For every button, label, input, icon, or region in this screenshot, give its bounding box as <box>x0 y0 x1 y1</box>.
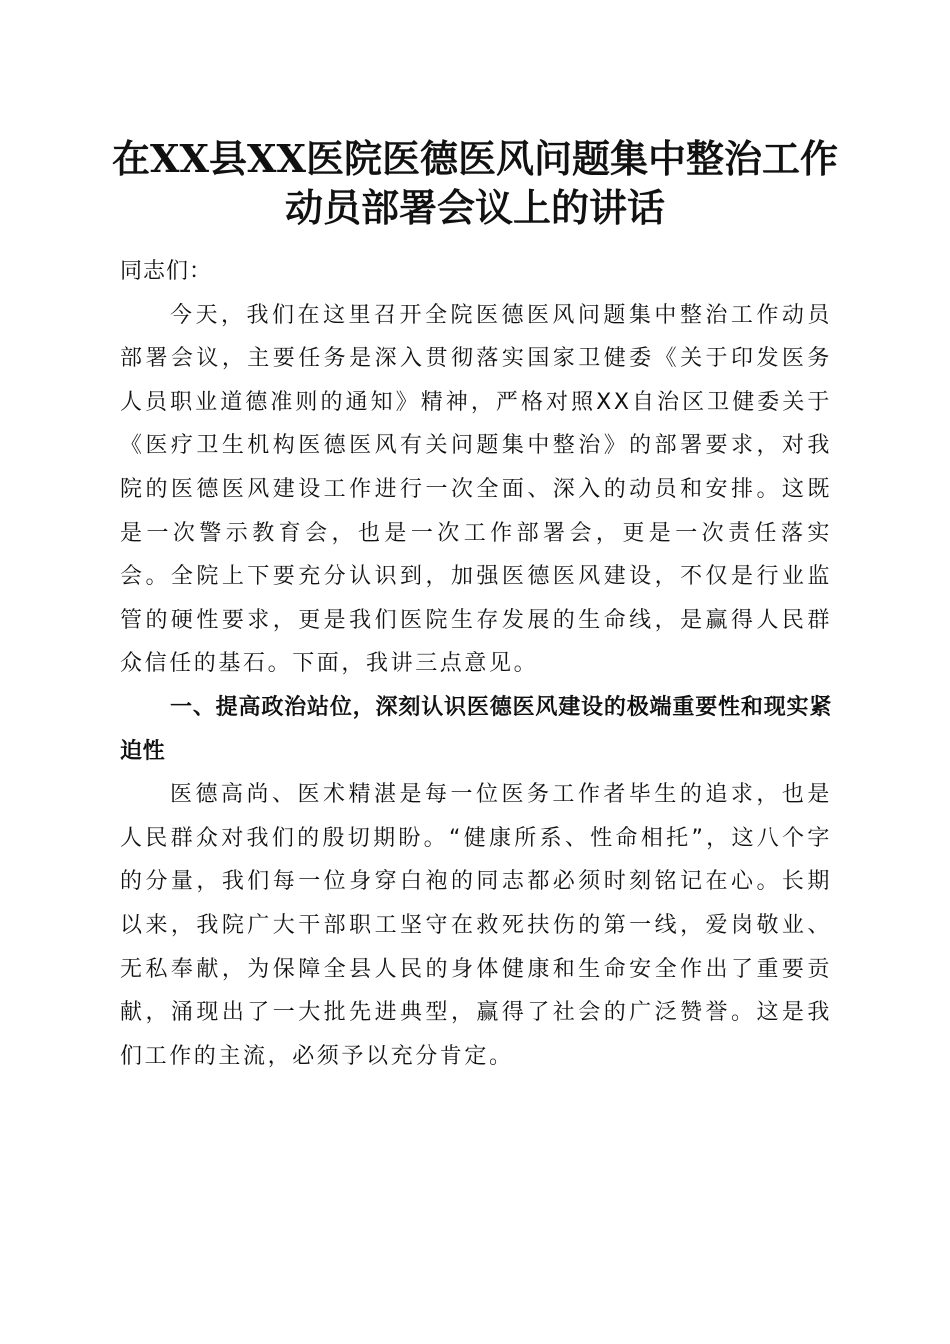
paragraph-intro: 今天，我们在这里召开全院医德医风问题集中整治工作动员部署会议，主要任务是深入贯彻落实国家卫健委《关于印发医务人员职业道德准则的通知》精神，严格对照XX自治区卫健委关于《医疗卫生机构医德医风有关问题集中整治》的部署要求，对我院的医德医风建设工作进行一次全面、深入的动员和安排。这既是一次警示教育会，也是一次工作部署会，更是一次责任落实会。全院上下要充分认识到，加强医德医风建设，不仅是行业监管的硬性要求，更是我们医院生存发展的生命线，是赢得人民群众信任的基石。下面，我讲三点意见。 <box>120 302 832 677</box>
salutation: 同志们： <box>120 259 213 284</box>
document-title <box>100 134 850 232</box>
title-line-1: 在XX县XX医院医德医风问题集中整治工作 <box>112 136 838 181</box>
section-heading-1: 一、提高政治站位，深刻认识医德医风建设的极端重要性和现实紧迫性 <box>120 694 832 764</box>
title-line-2: 动员部署会议上的讲话 <box>284 185 665 230</box>
document-body <box>120 250 832 1078</box>
paragraph-section-1: 医德高尚、医术精湛是每一位医务工作者毕生的追求，也是人民群众对我们的殷切期盼。“健康所系、性命相托”，这八个字的分量，我们每一位身穿白袍的同志都必须时刻铭记在心。长期以来，我院广大干部职工坚守在救死扶伤的第一线，爱岗敬业、无私奉献，为保障全县人民的身体健康和生命安全作出了重要贡献，涌现出了一大批先进典型，赢得了社会的广泛赞誉。这是我们工作的主流，必须予以充分肯定。 <box>120 782 832 1069</box>
